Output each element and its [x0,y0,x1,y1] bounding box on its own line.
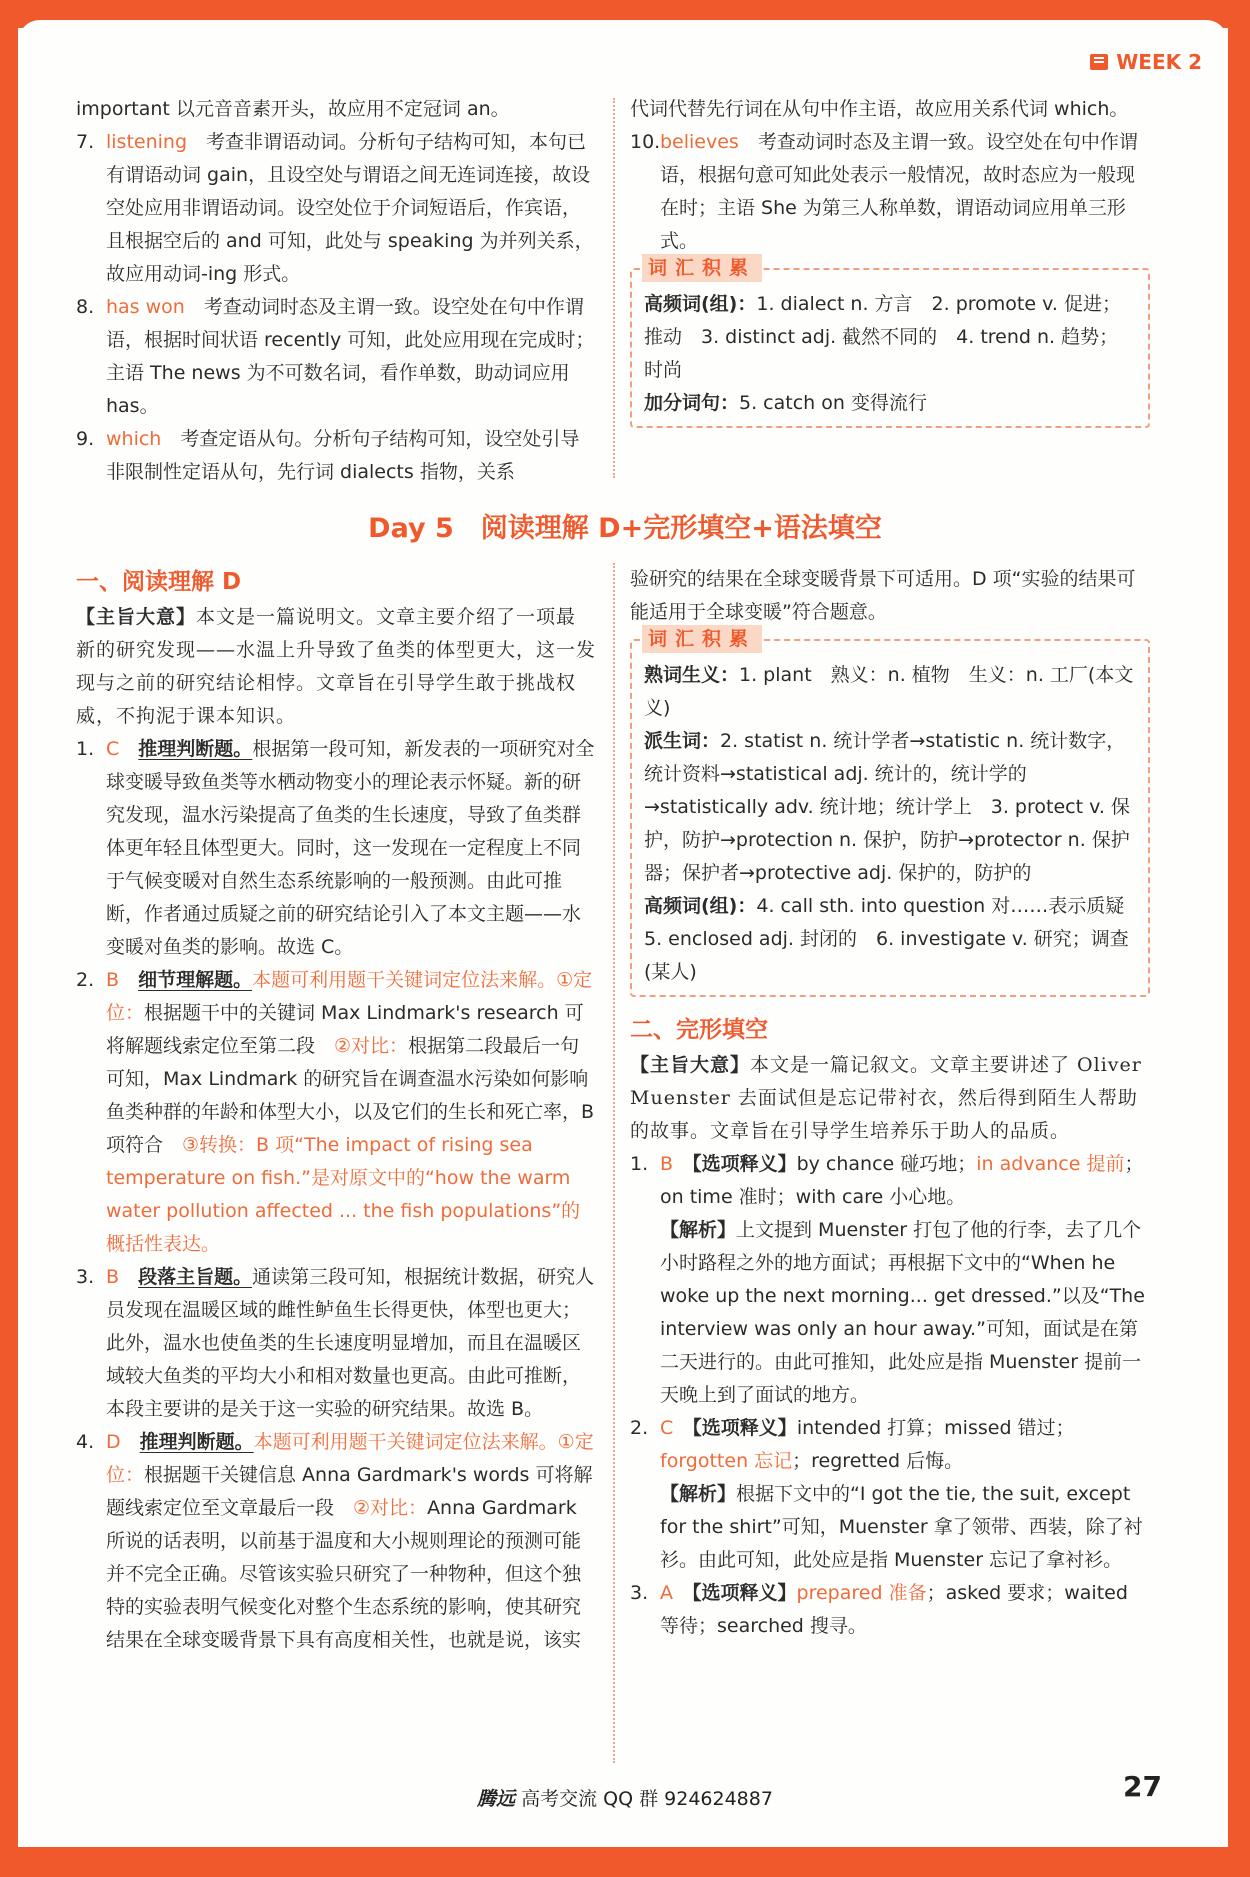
vocab-box [630,257,1150,428]
answer-item: 8. has won 考查动词时态及主谓一致。设空处在句中作谓语，根据时间状语 recently 可知，此处应用现在完成时；主语 The news 为不可数名词，看作单数，助动词应用 has。 [76,296,595,417]
answer-item: 1. B 【选项释义】by chance 碰巧地；in advance 提前；on time 准时；with care 小心地。 【解析】上文提到 Muenster 打包了他的行李，去了几个小时路程之外的地方面试；再根据下文中的“When he woke up the next morning... get dressed.”以及“The interview was only an hour away.”可知，面试是在第二天进行的。由此可推知，此处应是指 Muenster 提前一天晚上到了面试的地方。 [630,1153,1145,1406]
answers-top-left [76,93,596,489]
carry-over-text: 验研究的结果在全球变暖背景下可适用。D 项“实验的结果可能适用于全球变暖”符合题意。 [630,568,1136,623]
column-divider [613,563,615,1763]
reading-section [76,563,596,1657]
answer-item: 2. C 【选项释义】intended 打算；missed 错过；forgotten 忘记；regretted 后悔。 【解析】根据下文中的“I got the tie, the suit, except for the shirt”可知，Muenster 拿了领带、西装，除了衬衫。由此可知，此处应是指 Muenster 忘记了拿衬衫。 [630,1417,1143,1571]
footer-text: 高考交流 QQ 群 924624887 [521,1788,773,1810]
vocab-tag: 词汇积累 [642,254,762,282]
carry-over-text: 代词代替先行词在从句中作主语，故应用关系代词 which。 [630,98,1129,120]
answer-item: 3. B 段落主旨题。通读第三段可知，根据统计数据，研究人员发现在温暖区域的雌性鲈鱼生长得更快，体型也更大；此外，温水也使鱼类的生长速度明显增加，而且在温暖区域较大鱼类的平均大小和相对数量也更高。由此可推断，本段主要讲的是关于这一实验的研究结果。故选 B。 [76,1266,595,1420]
cloze-section [630,563,1150,1643]
section-heading: 二、完形填空 [630,1017,768,1043]
section-heading: 一、阅读理解 D [76,569,242,595]
answer-item: 2. B 细节理解题。本题可利用题干关键词定位法来解。①定位：根据题干中的关键词 Max Lindmark's research 可将解题线索定位至第二段 ②对比：根据第二段最后一句可知，Max Lindmark 的研究旨在调查温水污染如何影响鱼类种群的年龄和体型大小，以及它们的生长和死亡率，B 项符合 ③转换：B 项“The impact of rising sea temperature on fish.”是对原文中的“how the warm water pollution affected ... the fish populations”的概括性表达。 [76,969,595,1255]
answer-item: 7. listening 考查非谓语动词。分析句子结构可知，本句已有谓语动词 gain，且设空处与谓语之间无连词连接，故设空处应用非谓语动词。设空处位于介词短语后，作宾语，且根据空后的 and 可知，此处与 speaking 为并列关系，故应用动词-ing 形式。 [76,131,594,285]
vocab-line: 派生词：2. statist n. 统计学者→statistic n. 统计数字，统计资料→statistical adj. 统计的，统计学的→statistically adv. 统计地；统计学上 3. protect v. 保护，防护→protection n. 保护，防护→protector n. 保护器；保护者→protective adj. 保护的，防护的 [644,730,1130,884]
column-divider [613,98,615,478]
page-number: 27 [1123,1770,1162,1803]
page-border-bottom [0,1847,1250,1877]
summary: 【主旨大意】本文是一篇说明文。文章主要介绍了一项最新的研究发现——水温上升导致了鱼类的体型更大，这一发现与之前的研究结论相悖。文章旨在引导学生敢于挑战权威，不拘泥于课本知识。 [76,606,597,727]
summary: 【主旨大意】本文是一篇记叙文。文章主要讲述了 Oliver Muenster 去面试但是忘记带衬衣，然后得到陌生人帮助的故事。文章旨在引导学生培养乐于助人的品质。 [630,1054,1142,1142]
answer-item: 1. C 推理判断题。根据第一段可知，新发表的一项研究对全球变暖导致鱼类等水栖动物变小的理论表示怀疑。新的研究发现，温水污染提高了鱼类的生长速度，导致了鱼类群体更年轻且体型更大。同时，这一发现在一定程度上不同于气候变暖对自然生态系统影响的一般预测。由此可推断，作者通过质疑之前的研究结论引入了本文主题——水变暖对鱼类的影响。故选 C。 [76,738,595,958]
vocab-line: 熟词生义：1. plant 熟义：n. 植物 生义：n. 工厂(本文义) [644,664,1134,719]
book-icon [1090,54,1108,70]
vocab-line: 高频词(组)：4. call sth. into question 对……表示质疑 5. enclosed adj. 封闭的 6. investigate v. 研究；调查(某人) [644,895,1144,983]
vocab-line: 加分词句：5. catch on 变得流行 [644,392,927,414]
answer-item: 3. A 【选项释义】prepared 准备；asked 要求；waited 等待；searched 搜寻。 [630,1582,1128,1637]
week-label: WEEK 2 [1090,50,1202,74]
vocab-line: 高频词(组)：1. dialect n. 方言 2. promote v. 促进；推动 3. distinct adj. 截然不同的 4. trend n. 趋势；时尚 [644,293,1121,381]
page-border-right [1228,0,1250,1877]
answer-item: 4. D 推理判断题。本题可利用题干关键词定位法来解。①定位：根据题干关键信息 Anna Gardmark's words 可将解题线索定位至文章最后一段 ②对比：Anna Gardmark 所说的话表明，以前基于温度和大小规则理论的预测可能并不完全正确。尽管该实验只研究了一种物种，但这个独特的实验表明气候变化对整个生态系统的影响，使其研究结果在全球变暖背景下具有高度相关性，也就是说，该实 [76,1431,594,1651]
footer [0,1784,1250,1811]
brand-logo: 腾远 [477,1788,516,1810]
vocab-box [630,628,1150,997]
day-title: Day 5 阅读理解 D+完形填空+语法填空 [368,513,882,544]
answer-item: 9. which 考查定语从句。分析句子结构可知，设空处引导非限制性定语从句，先行词 dialects 指物，关系 [76,428,580,483]
carry-over-text: important 以元音音素开头，故应用不定冠词 an。 [76,98,510,120]
answers-top-right [630,93,1150,434]
answer-item: 10.believes 考查动词时态及主谓一致。设空处在句中作谓语，根据句意可知此处表示一般情况，故时态应为一般现在时；主语 She 为第三人称单数，谓语动词应用单三形式。 [630,131,1138,252]
vocab-tag: 词汇积累 [642,625,762,653]
page-border-left [0,0,18,1877]
